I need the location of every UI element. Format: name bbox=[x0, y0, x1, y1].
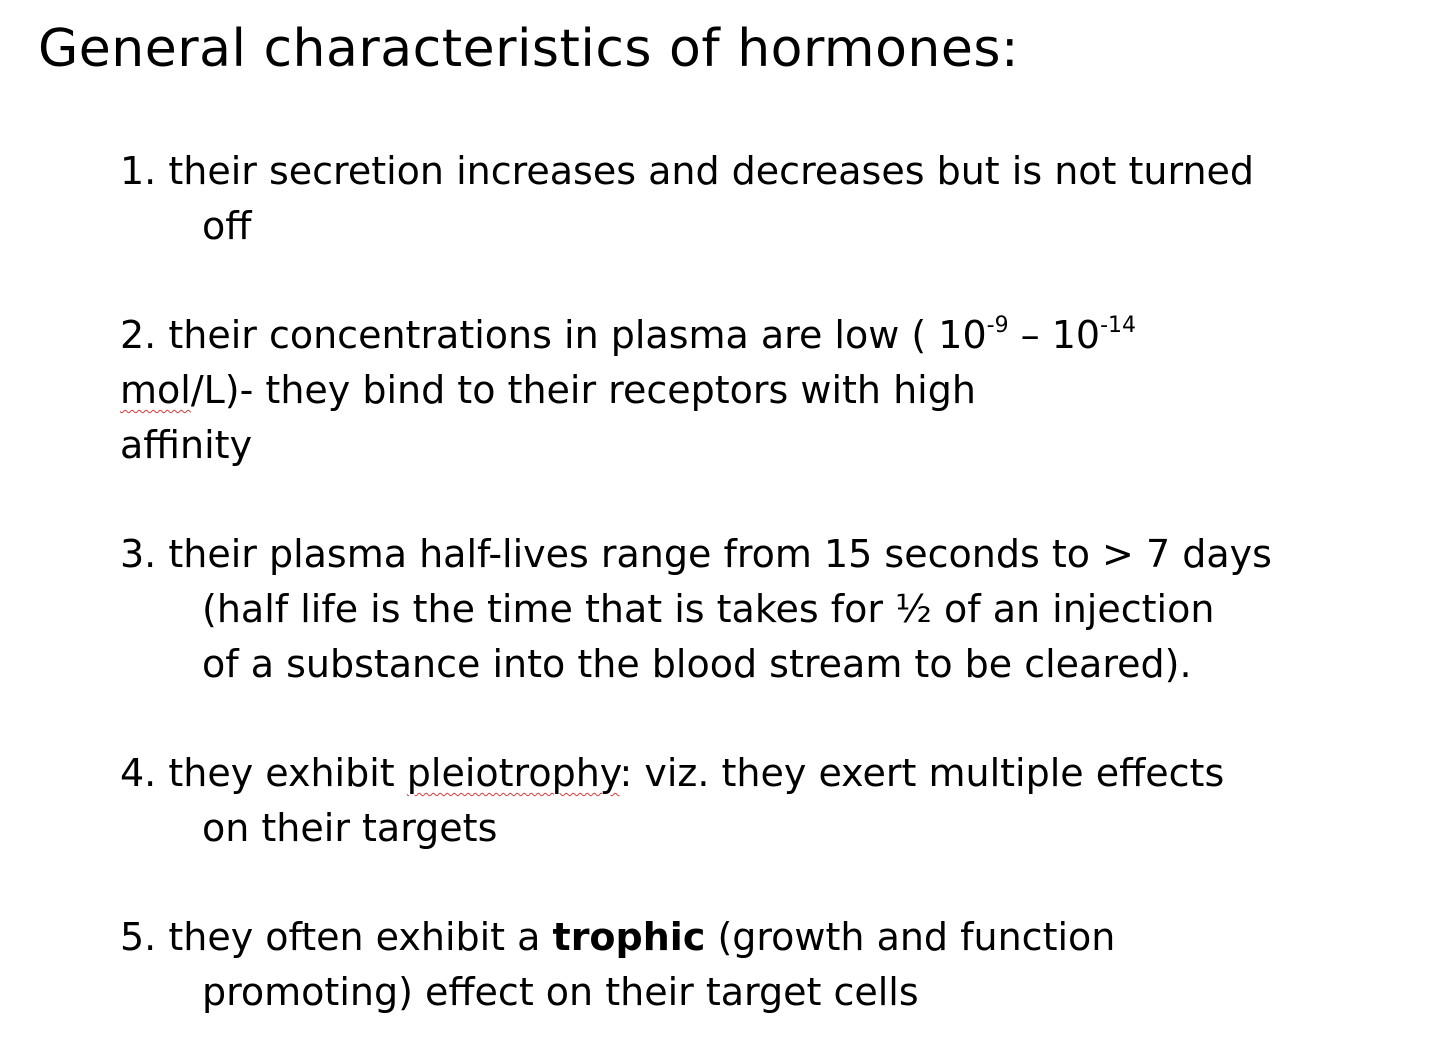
item-4-text: 4. they exhibit bbox=[120, 751, 407, 795]
item-4-line-1 bbox=[120, 746, 1224, 801]
bold-term: trophic bbox=[552, 915, 706, 959]
list-item bbox=[120, 527, 1272, 692]
slide-title: General characteristics of hormones: bbox=[38, 19, 1019, 79]
item-5-line-1 bbox=[120, 910, 1115, 965]
item-3-line-2: (half life is the time that is takes for ½ of an injection bbox=[202, 587, 1215, 631]
item-1-line-2: off bbox=[202, 204, 252, 248]
item-4-line-2: on their targets bbox=[202, 806, 498, 850]
list-item bbox=[120, 746, 1224, 856]
item-2-text: – 10 bbox=[1008, 313, 1101, 357]
item-2-line-3: affinity bbox=[120, 423, 253, 467]
list-item bbox=[120, 308, 1136, 473]
spellcheck-flagged-word[interactable]: mol bbox=[120, 368, 191, 412]
item-2-text: 2. their concentrations in plasma are low ( 10 bbox=[120, 313, 987, 357]
item-2-line-2 bbox=[120, 363, 1136, 418]
item-2-line-1 bbox=[120, 308, 1136, 363]
item-4-text: : viz. they exert multiple effects bbox=[619, 751, 1225, 795]
spellcheck-flagged-word[interactable]: pleiotrophy bbox=[406, 751, 620, 795]
item-5-line-2: promoting) effect on their target cells bbox=[202, 970, 919, 1014]
item-2-text: /L)- they bind to their receptors with high bbox=[190, 368, 976, 412]
list-item bbox=[120, 910, 1115, 1020]
list-item bbox=[120, 144, 1254, 254]
item-1-line-1: 1. their secretion increases and decreases but is not turned bbox=[120, 149, 1255, 193]
item-5-text: (growth and function bbox=[705, 915, 1116, 959]
item-3-line-1: 3. their plasma half-lives range from 15 seconds to > 7 days bbox=[120, 532, 1272, 576]
item-3-line-3: of a substance into the blood stream to be cleared). bbox=[202, 642, 1192, 686]
exponent: -14 bbox=[1100, 313, 1137, 338]
item-5-text: 5. they often exhibit a bbox=[120, 915, 553, 959]
exponent: -9 bbox=[986, 313, 1009, 338]
